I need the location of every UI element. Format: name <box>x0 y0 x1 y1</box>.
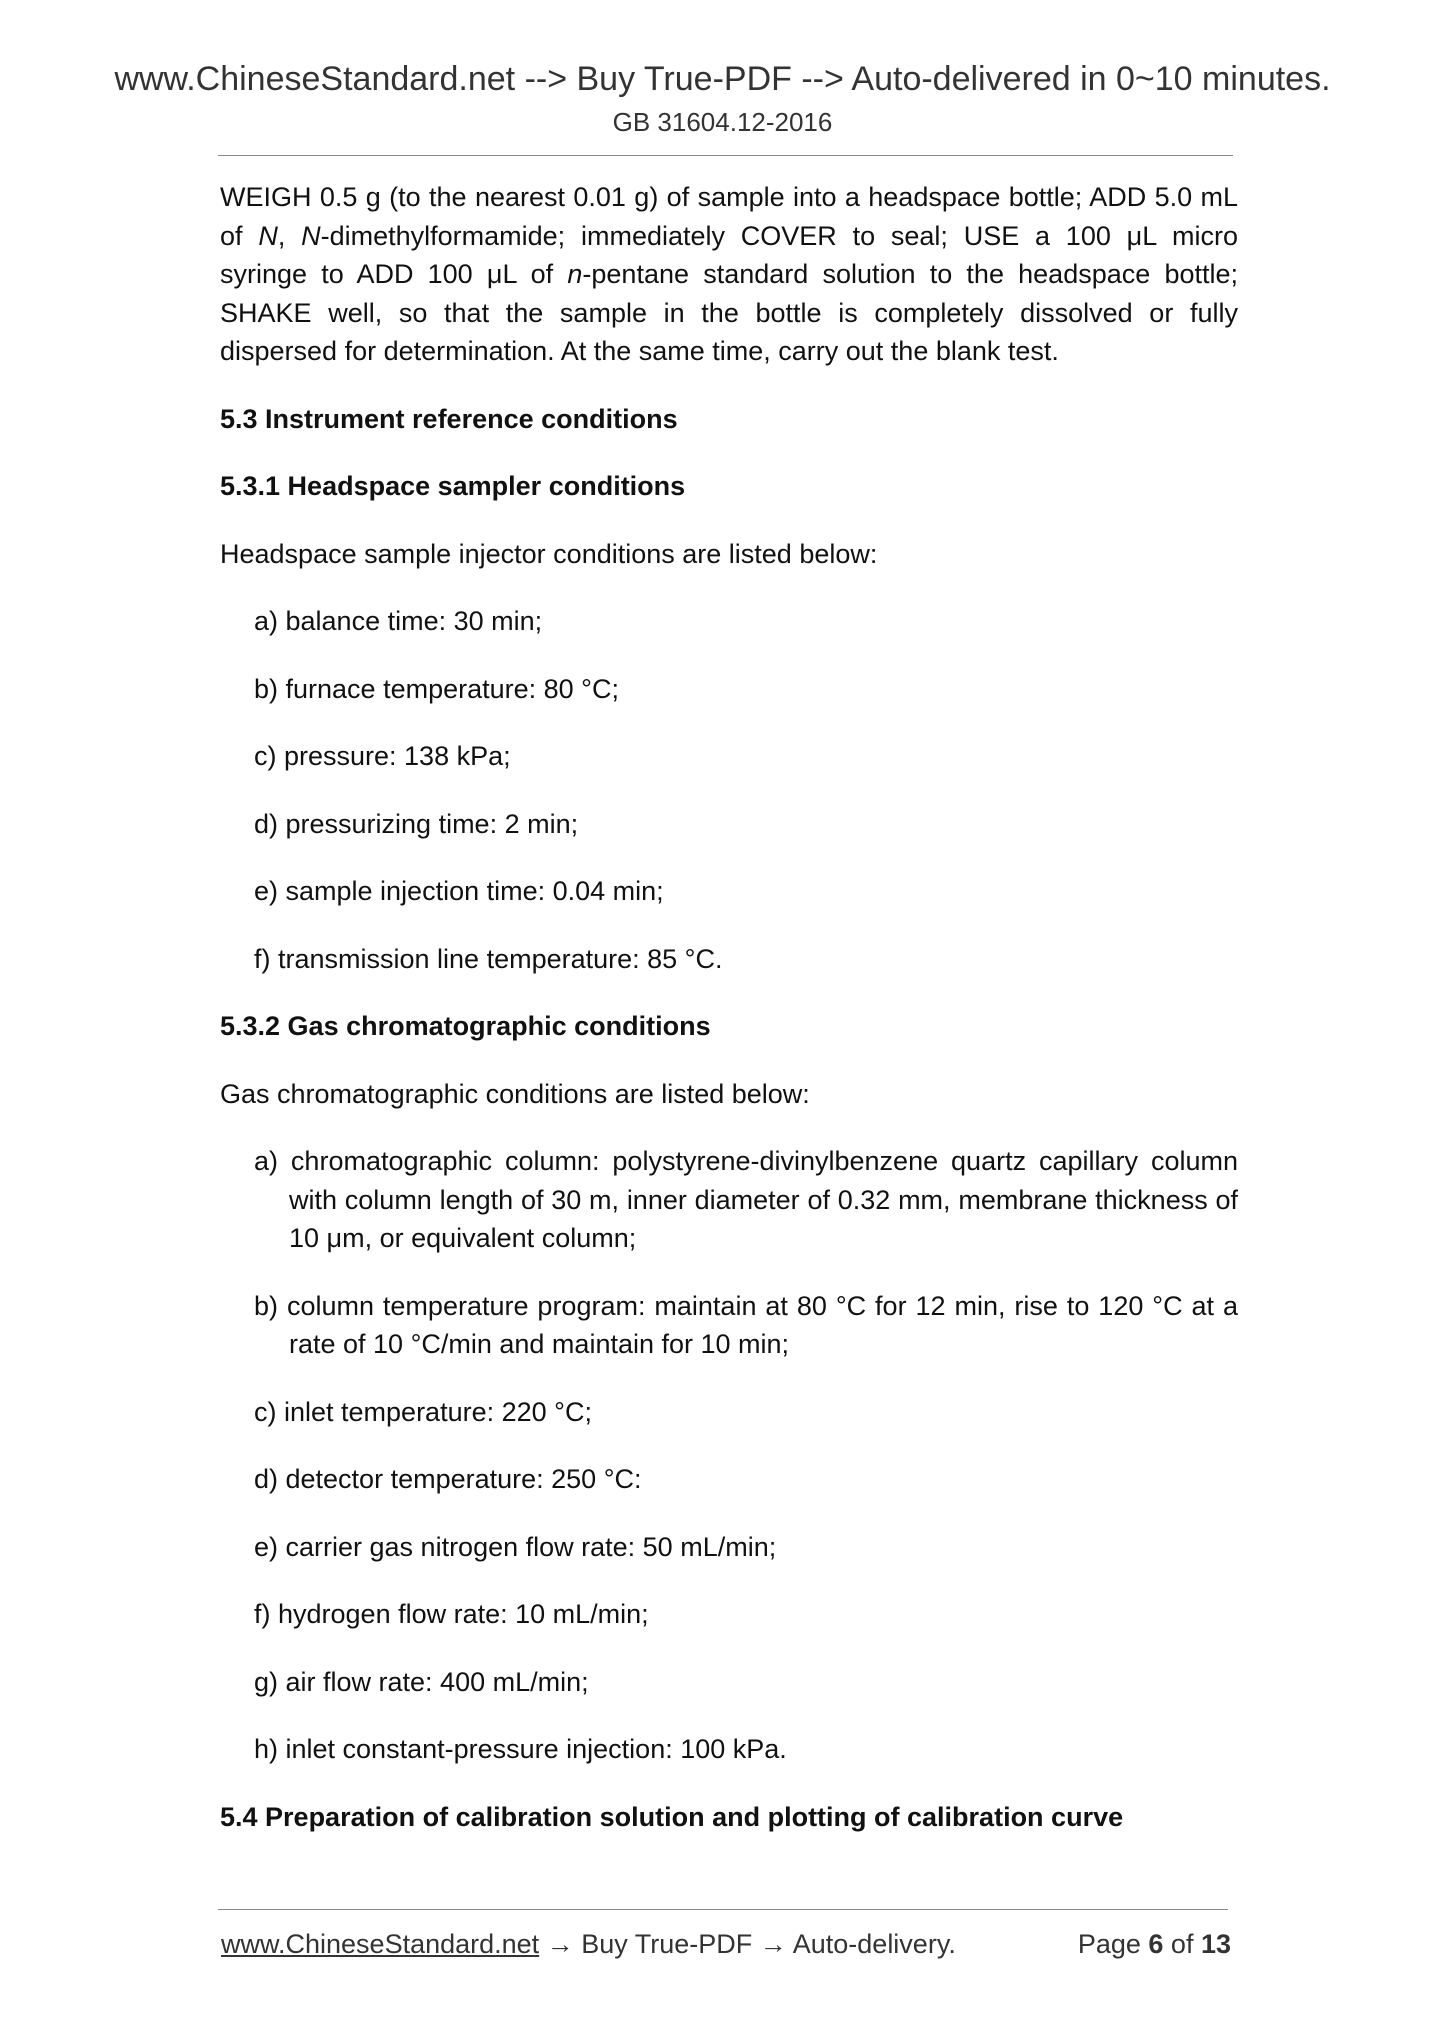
document-body <box>220 178 1238 1836</box>
heading-5-4: 5.4 Preparation of calibration solution and plotting of calibration curve <box>220 1801 1124 1832</box>
gc-item-f: f) hydrogen flow rate: 10 mL/min; <box>254 1599 649 1629</box>
intro-text-2: -dimethylformamide; immediately COVER to seal; USE a 100 μL micro syringe to ADD 100 μL of <box>220 220 1238 289</box>
headspace-item-c: c) pressure: 138 kPa; <box>254 741 511 771</box>
intro-italic-n3: n <box>567 259 583 289</box>
intro-paragraph <box>220 178 1238 371</box>
footer-left <box>221 1926 956 1962</box>
gc-item-a: a) chromatographic column: polystyrene-divinylbenzene quartz capillary column with column length of 30 m, inner diameter of 0.32 mm, membrane thickness of 10 μm, or equivalent column; <box>254 1146 1238 1253</box>
header-banner: www.ChineseStandard.net --> Buy True-PDF --> Auto-delivered in 0~10 minutes. <box>114 60 1331 98</box>
page-indicator <box>1078 1926 1231 1962</box>
footer-tagline: → Buy True-PDF → Auto-delivery. <box>539 1929 956 1959</box>
headspace-item-e: e) sample injection time: 0.04 min; <box>254 876 664 906</box>
headspace-intro: Headspace sample injector conditions are listed below: <box>220 538 878 569</box>
page-prefix: Page <box>1077 1929 1149 1959</box>
intro-italic-n1: N <box>258 220 278 251</box>
standard-number: GB 31604.12-2016 <box>612 107 833 137</box>
intro-separator: , <box>277 220 302 251</box>
headspace-item-f: f) transmission line temperature: 85 °C. <box>254 943 723 974</box>
heading-5-3-2: 5.3.2 Gas chromatographic conditions <box>220 1011 711 1041</box>
headspace-item-b: b) furnace temperature: 80 °C; <box>254 673 619 704</box>
headspace-item-a: a) balance time: 30 min; <box>254 606 543 636</box>
intro-italic-n2: N <box>301 220 321 251</box>
headspace-item-d: d) pressurizing time: 2 min; <box>254 808 579 839</box>
gc-item-g: g) air flow rate: 400 mL/min; <box>254 1666 589 1697</box>
footer-divider <box>218 1909 1228 1910</box>
page-total: 13 <box>1200 1929 1231 1959</box>
gc-item-e: e) carrier gas nitrogen flow rate: 50 mL/min; <box>254 1531 777 1562</box>
heading-5-3: 5.3 Instrument reference conditions <box>220 403 678 434</box>
gc-intro: Gas chromatographic conditions are listed below: <box>220 1078 810 1109</box>
intro-text-1: WEIGH 0.5 g (to the nearest 0.01 g) of sample into a headspace bottle; ADD 5.0 mL of <box>220 182 1238 251</box>
gc-item-b: b) column temperature program: maintain at 80 °C for 12 min, rise to 120 °C at a rate of 10 °C/min and maintain for 10 min; <box>254 1290 1238 1359</box>
gc-item-h: h) inlet constant-pressure injection: 100 kPa. <box>254 1734 787 1764</box>
intro-text-3: -pentane standard solution to the headspace bottle; SHAKE well, so that the sample in the bottle is completely dissolved or fully dispersed for determination. At the same time, carry out the blank test. <box>220 259 1239 366</box>
page-header <box>0 58 1445 140</box>
gc-item-d: d) detector temperature: 250 °C: <box>254 1464 642 1494</box>
heading-5-3-1: 5.3.1 Headspace sampler conditions <box>220 471 686 501</box>
gc-item-c: c) inlet temperature: 220 °C; <box>254 1396 592 1427</box>
header-divider <box>218 155 1233 156</box>
page-current: 6 <box>1148 1929 1164 1959</box>
page-of: of <box>1163 1929 1201 1959</box>
footer-site-link[interactable]: www.ChineseStandard.net <box>221 1929 540 1959</box>
